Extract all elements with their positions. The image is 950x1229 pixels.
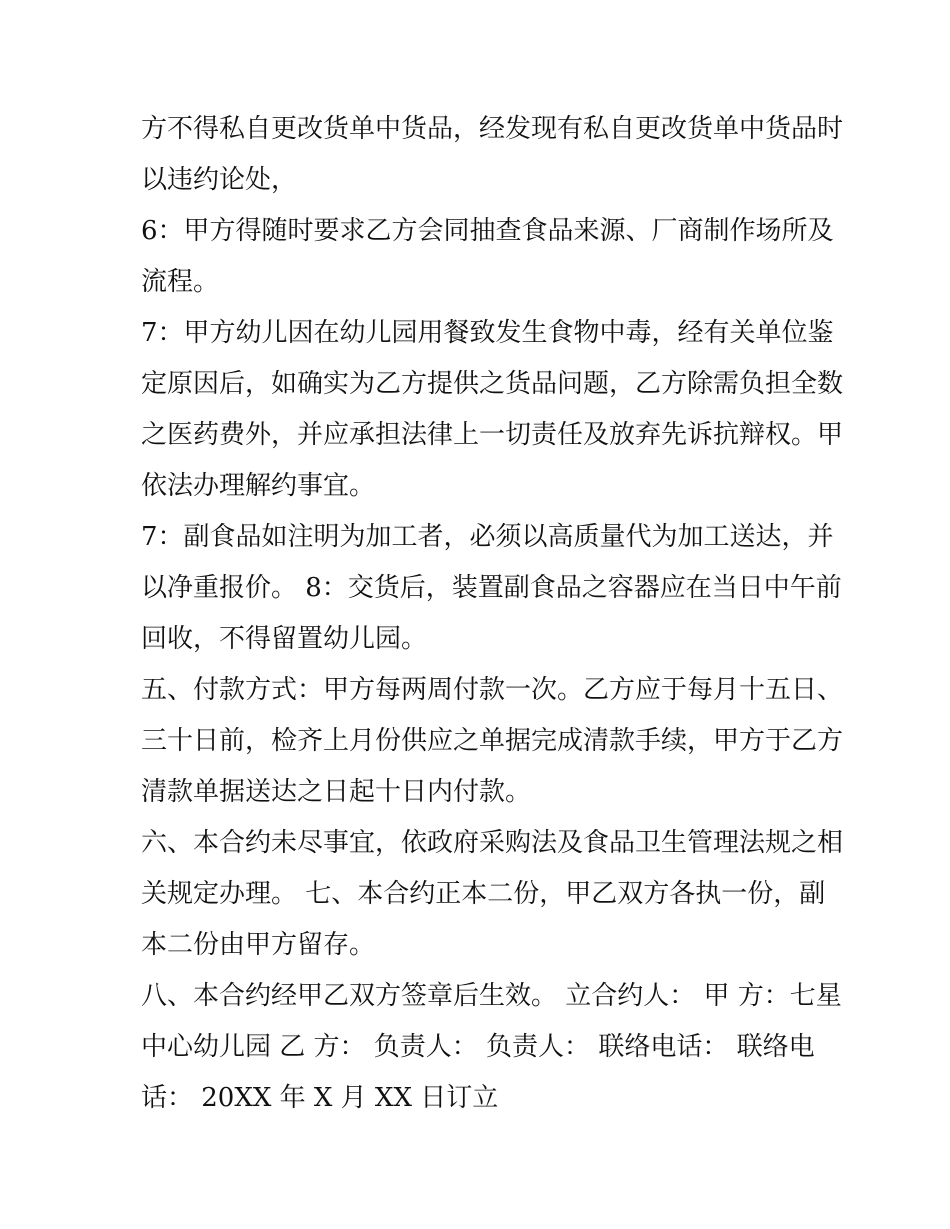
text-line: 以净重报价。 8：交货后，装置副食品之容器应在当日中午前 — [141, 573, 842, 603]
contract-text — [141, 104, 844, 1124]
text-line: 方不得私自更改货单中货品，经发现有私自更改货单中货品时 — [141, 114, 844, 144]
text-line: 关规定办理。 七、本合约正本二份，甲乙双方各执一份，副 — [141, 879, 826, 909]
text-line: 7：副食品如注明为加工者，必须以高质量代为加工送达，并 — [141, 522, 834, 552]
text-line: 7：甲方幼儿因在幼儿园用餐致发生食物中毒，经有关单位鉴 — [141, 318, 834, 348]
text-line: 依法办理解约事宜。 — [141, 471, 376, 501]
text-line: 中心幼儿园 乙 方： 负责人： 负责人： 联络电话： 联络电 — [141, 1032, 815, 1062]
text-line: 话： 20XX 年 X 月 XX 日订立 — [141, 1083, 499, 1113]
text-line: 定原因后，如确实为乙方提供之货品问题，乙方除需负担全数 — [141, 369, 844, 399]
text-line: 六、本合约未尽事宜，依政府采购法及食品卫生管理法规之相 — [141, 828, 844, 858]
text-line: 清款单据送达之日起十日内付款。 — [141, 777, 532, 807]
text-line: 八、本合约经甲乙双方签章后生效。 立合约人： 甲 方：七星 — [141, 981, 842, 1011]
text-line: 回收，不得留置幼儿园。 — [141, 624, 428, 654]
text-line: 三十日前，检齐上月份供应之单据完成清款手续，甲方于乙方 — [141, 726, 844, 756]
text-line: 6：甲方得随时要求乙方会同抽查食品来源、厂商制作场所及 — [141, 216, 834, 246]
text-line: 本二份由甲方留存。 — [141, 930, 376, 960]
text-line: 五、付款方式：甲方每两周付款一次。乙方应于每月十五日、 — [141, 675, 844, 705]
text-line: 流程。 — [141, 267, 220, 297]
text-line: 以违约论处， — [141, 165, 298, 195]
text-line: 之医药费外，并应承担法律上一切责任及放弃先诉抗辩权。甲 — [141, 420, 844, 450]
